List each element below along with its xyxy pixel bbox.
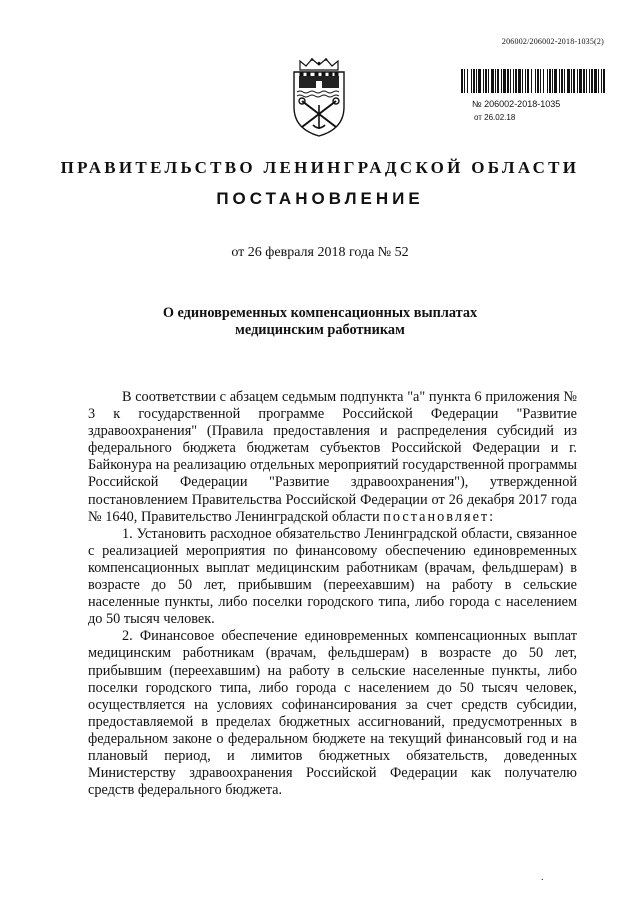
registration-number: № 206002-2018-1035 [472, 99, 561, 109]
resolve-word: постановляет: [383, 508, 496, 525]
item-1: 1. Установить расходное обязательство Ленинградской области, связанное с реализацией мероприятия по финансовому обеспечению единовременных компенсационных выплат медицинским работникам (врачам, фельдшерам) в возрасте до 50 лет, прибывшим (переехавшим) на работу в сельские населенные пункты, либо поселки городского типа, либо города с населением до 50 тысяч человек. [88, 525, 577, 628]
item-2: 2. Финансовое обеспечение единовременных компенсационных выплат медицинским работникам (врачам, фельдшерам) в возрасте до 50 лет, прибывшим (переехавшим) на работу в сельские населенные пункты, либо поселки городского типа, либо города с населением до 50 тысяч человек, осуществляется на условиях софинансирования за счет средств субсидии, предоставляемой в пределах бюджетных ассигнований, предусмотренных в федеральном законе о федеральном бюджете на текущий финансовый год и на плановый период, и лимитов бюджетных обязательств, доведенных Министерству здравоохранения Российской Федерации как получателю средств федерального бюджета. [88, 628, 577, 799]
document-type: ПОСТАНОВЛЕНИЕ [216, 189, 424, 208]
coat-of-arms-icon [286, 57, 352, 137]
registration-date: от 26.02.18 [474, 113, 516, 122]
title-line-1: О единовременных компенсационных выплатах [162, 305, 478, 321]
barcode-icon [461, 69, 607, 93]
title-line-2: медицинским работникам [235, 322, 405, 338]
preamble-text: В соответствии с абзацем седьмым подпункта "а" пункта 6 приложения № 3 к государственной программе Российской Федерации "Развитие здравоохранения" (Правила предоставления и распределения субсидий из федерального бюджета бюджетам субъектов Российской Федерации и г. Байконура на реализацию отдельных мероприятий государственной программы Российской Федерации "Развитие здравоохранения"), утвержденной постановлением Правительства Российской Федерации от 26 декабря 2017 года № 1640, Правительство Ленинградской области [88, 389, 577, 525]
corner-mark: . [541, 872, 544, 883]
document-title [0, 305, 640, 339]
preamble-paragraph [88, 389, 577, 526]
document-body [88, 389, 577, 799]
issuing-authority: ПРАВИТЕЛЬСТВО ЛЕНИНГРАДСКОЙ ОБЛАСТИ [60, 158, 580, 177]
document-reference: 206002/206002-2018-1035(2) [501, 37, 604, 46]
document-date-number: от 26 февраля 2018 года № 52 [231, 245, 409, 260]
